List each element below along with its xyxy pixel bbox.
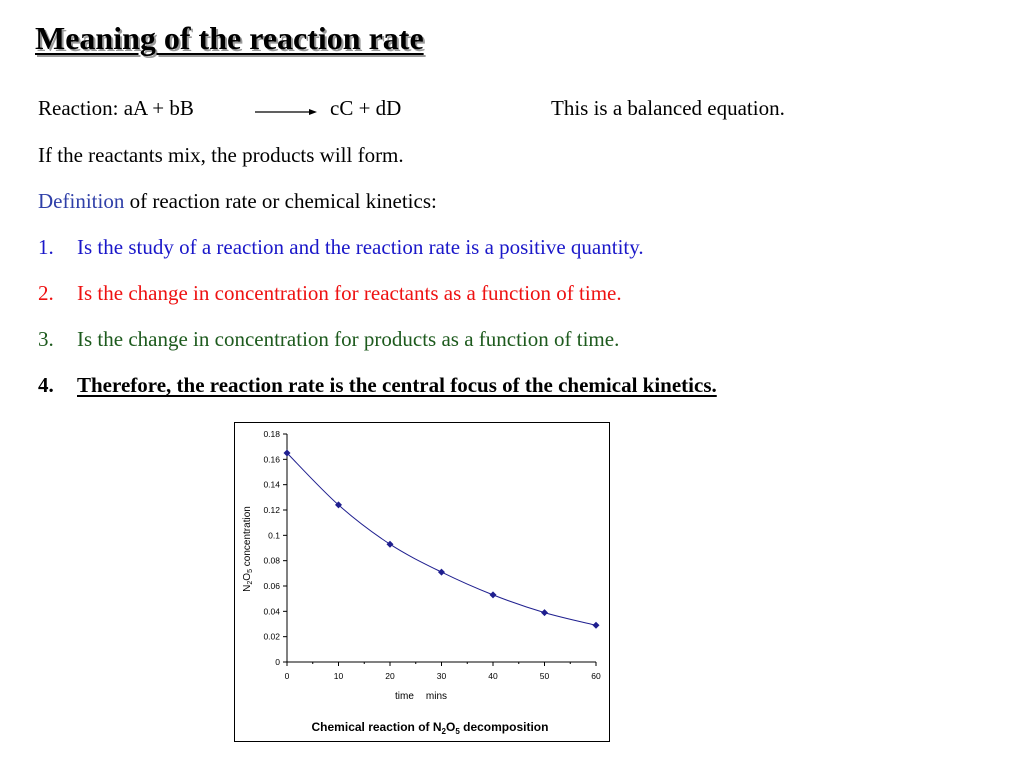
series-line [287, 453, 596, 625]
y-tick-label: 0.16 [263, 454, 280, 465]
x-tick-label: 20 [385, 671, 395, 681]
y-tick-label: 0.14 [263, 479, 280, 490]
item-1-number: 1. [38, 235, 54, 259]
slide-title: Meaning of the reaction rate [35, 20, 424, 56]
item-2-number: 2. [38, 281, 54, 305]
reaction-arrow-icon [255, 108, 317, 116]
item-2-text: Is the change in concentration for reactants as a function of time. [77, 281, 622, 305]
x-tick-label: 10 [333, 671, 344, 681]
item-3-number: 3. [38, 327, 54, 351]
x-tick-label: 0 [284, 671, 290, 681]
y-tick-label: 0 [275, 657, 280, 667]
x-tick-label: 50 [539, 671, 550, 681]
chart-points-layer [284, 450, 600, 629]
x-tick-label: 30 [436, 671, 447, 681]
reaction-products: cC + dD [330, 96, 402, 120]
data-point-marker [490, 591, 497, 598]
chart-svg [235, 423, 611, 743]
x-tick-label: 40 [488, 671, 498, 681]
y-axis-label: $N_2O_5$ concentration [242, 506, 254, 592]
item-4-number: 4. [38, 373, 54, 397]
item-4-text: Therefore, the reaction rate is the central focus of the chemical kinetics. [77, 373, 717, 397]
item-3-text: Is the change in concentration for products as a function of time. [77, 327, 620, 351]
definition-word: Definition [38, 189, 125, 213]
definition-line [38, 189, 437, 214]
mix-sentence: If the reactants mix, the products will form. [38, 143, 404, 167]
y-tick-label: 0.04 [263, 606, 280, 617]
y-tick-label: 0.08 [263, 555, 280, 566]
chart-frame [234, 422, 610, 742]
y-tick-label: 0.12 [263, 505, 280, 515]
reaction-equation [38, 96, 194, 121]
x-tick-label: 60 [591, 671, 601, 681]
chart-axes [263, 429, 601, 681]
y-tick-label: 0.1 [268, 530, 280, 541]
y-tick-label: 0.02 [263, 631, 280, 642]
data-point-marker [541, 609, 548, 616]
reaction-reactants: Reaction: aA + bB [38, 96, 194, 120]
data-point-marker [387, 541, 394, 548]
definition-rest: of reaction rate or chemical kinetics: [124, 189, 437, 213]
item-1-text: Is the study of a reaction and the reaction rate is a positive quantity. [77, 235, 644, 259]
y-tick-label: 0.06 [263, 581, 280, 591]
balanced-note: This is a balanced equation. [551, 96, 785, 120]
data-point-marker [593, 622, 600, 629]
chart-curve-layer [287, 453, 596, 625]
chart-title: Chemical reaction of $N_2O_5$ decomposition [311, 720, 549, 736]
y-tick-label: 0.18 [263, 429, 280, 439]
x-axis-label: time mins [394, 691, 448, 702]
data-point-marker [438, 569, 445, 576]
